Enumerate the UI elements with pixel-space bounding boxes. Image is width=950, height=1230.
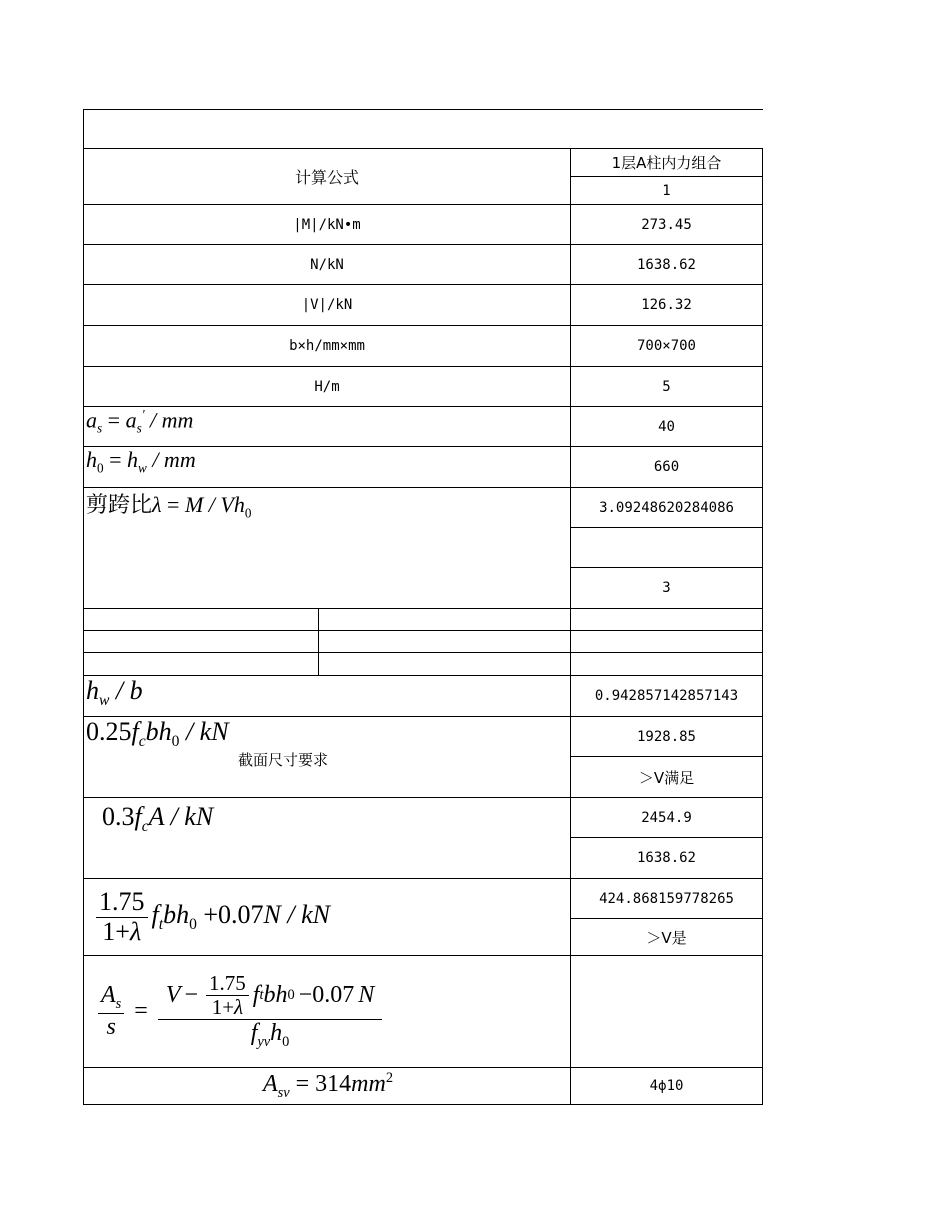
empty-cell <box>318 630 571 653</box>
row-moment-label <box>83 204 571 245</box>
limit-value-cell <box>570 716 763 757</box>
as-formula: $a_s = a_s'$ / mm <box>83 406 571 447</box>
section-requirement-label: 截面尺寸要求 <box>237 751 328 770</box>
empty-cell <box>318 608 571 631</box>
empty-cell <box>83 608 319 631</box>
limit-check: ＞V满足 <box>638 768 695 787</box>
moment-label: |M|/kN•m <box>293 216 361 233</box>
axial-limit-formula: $0.3f_cA$ / kN <box>83 797 571 879</box>
shear-span-formula: 剪跨比$\lambda = M / Vh_0$ <box>83 487 571 609</box>
row-axial-value <box>570 244 763 285</box>
formula-header <box>83 148 571 205</box>
lambda-value: 3.09248620284086 <box>599 499 734 516</box>
lambda-value-cell <box>570 487 763 528</box>
blank-title-row <box>83 109 763 149</box>
row-shear-label <box>83 284 571 326</box>
column-title <box>570 148 763 177</box>
moment-value: 273.45 <box>641 216 692 233</box>
hw-b-formula: $h_w$ / b <box>83 675 571 717</box>
as-value: 40 <box>658 418 675 435</box>
stirrup-formula: $\frac{A_s}{s}$ = V − $\frac{1.75}{1+\lambda}$ f t bh 0 −0.07 N $f_{yv}h_0$ <box>83 955 571 1068</box>
shear-capacity-check: ＞V是 <box>646 928 687 947</box>
section-value: 700×700 <box>636 338 696 354</box>
row-section-value <box>570 325 763 367</box>
empty-cell <box>318 652 571 676</box>
empty-cell <box>83 630 319 653</box>
asv-bar-diameter: 10 <box>666 1078 684 1094</box>
shear-capacity-value-cell <box>570 878 763 919</box>
stirrup-value-cell <box>570 955 763 1068</box>
shear-span-prefix: 剪跨比 <box>86 493 153 518</box>
asv-count: 4 <box>649 1078 658 1094</box>
column-index-text: 1 <box>662 182 671 199</box>
asv-formula: $A_{sv} = 314mm^2$ <box>83 1067 571 1105</box>
limit-check-cell <box>570 756 763 798</box>
asv-value-cell <box>570 1067 763 1105</box>
axial-n-value-cell <box>570 837 763 879</box>
height-value: 5 <box>662 378 671 395</box>
row-moment-value <box>570 204 763 245</box>
h0-value: 660 <box>653 459 680 475</box>
shear-value: 126.32 <box>641 297 692 313</box>
row-height-value <box>570 366 763 407</box>
as-value-cell <box>570 406 763 447</box>
column-title-text: 1层A柱内力组合 <box>611 154 722 172</box>
lambda-blank-cell <box>570 527 763 568</box>
limit-formula: $0.25f_cbh_0$ / kN 截面尺寸要求 <box>83 716 571 798</box>
hw-b-value: 0.942857142857143 <box>594 688 739 704</box>
axial-value: 1638.62 <box>636 256 696 273</box>
formula-header-label: 计算公式 <box>294 168 359 187</box>
empty-cell <box>83 652 319 676</box>
axial-n-value: 1638.62 <box>636 850 696 866</box>
row-shear-value <box>570 284 763 326</box>
limit-value: 1928.85 <box>636 728 696 745</box>
shear-label: |V|/kN <box>301 297 353 313</box>
row-axial-label <box>83 244 571 285</box>
height-label: H/m <box>314 378 340 395</box>
h0-formula: $h_0 = h_w$ / mm <box>83 446 571 488</box>
empty-cell <box>570 608 763 631</box>
h0-value-cell <box>570 446 763 488</box>
column-index <box>570 176 763 205</box>
shear-capacity-value: 424.868159778265 <box>599 890 734 907</box>
lambda-used-cell <box>570 567 763 609</box>
shear-capacity-check-cell <box>570 918 763 956</box>
axial-label: N/kN <box>310 256 344 273</box>
section-label: b×h/mm×mm <box>289 338 365 354</box>
lambda-used: 3 <box>662 580 671 596</box>
hw-b-value-cell <box>570 675 763 717</box>
empty-cell <box>570 630 763 653</box>
axial-limit-value: 2454.9 <box>641 809 692 826</box>
empty-cell <box>570 652 763 676</box>
shear-capacity-formula: $\frac{1.75}{1+\lambda}$ $f_tbh_0 +0.07N$ / kN <box>83 878 571 956</box>
axial-limit-value-cell <box>570 797 763 838</box>
row-height-label <box>83 366 571 407</box>
rebar-symbol-icon: ϕ <box>658 1078 667 1094</box>
row-section-label <box>83 325 571 367</box>
